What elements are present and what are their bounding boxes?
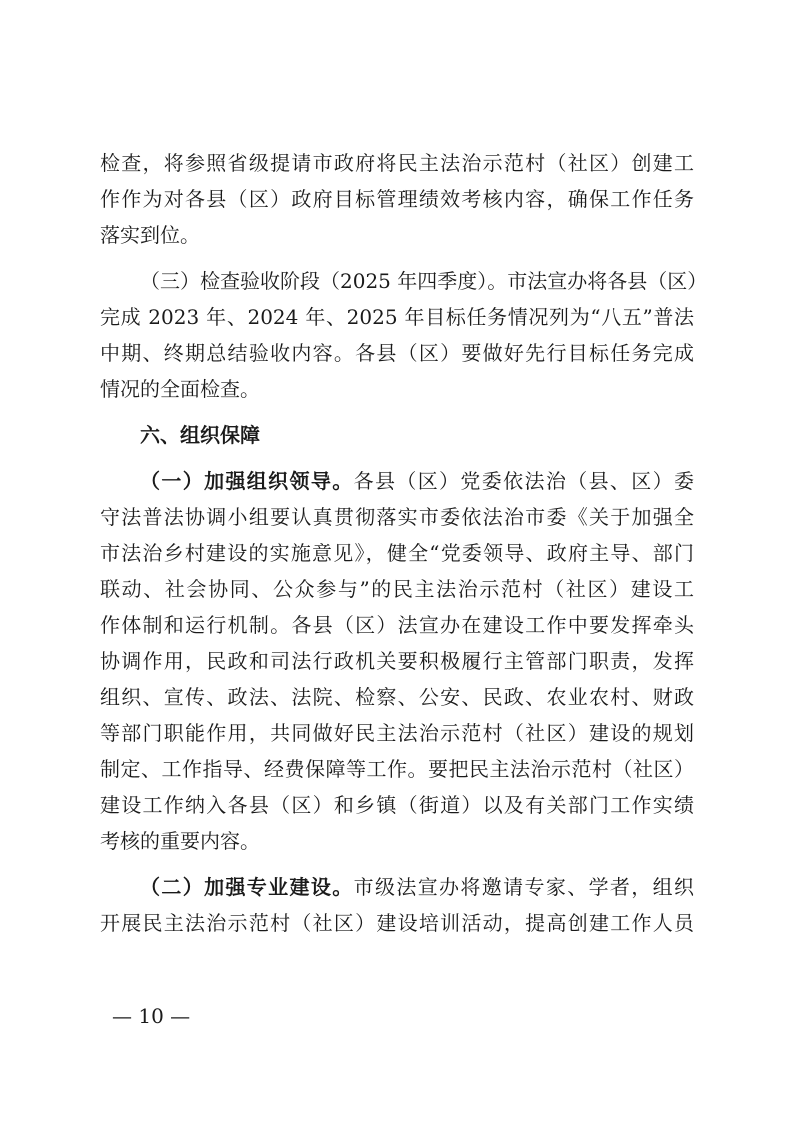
paragraph-inspection-stage [100,263,708,407]
text-line: 落实到位。 [100,223,200,247]
section-heading [100,417,694,453]
text-line: 作作为对各县（区）政府目标管理绩效考核内容，确保工作任务 [100,187,694,211]
text-line: 市法治乡村建设的实施意见》，健全“党委领导、政府主导、部门 [100,541,694,565]
text-line: 作体制和运行机制。各县（区）法宣办在建设工作中要发挥牵头 [100,613,694,637]
paragraph-organization-leadership [100,463,694,859]
text-line: 联动、社会协同、公众参与”的民主法治示范村（社区）建设工 [100,577,694,601]
document-body [100,145,708,941]
paragraph-lead: （一）加强组织领导。 [140,469,354,493]
heading-organization-guarantee: 六、组织保障 [140,423,260,447]
text-line: 建设工作纳入各县（区）和乡镇（街道）以及有关部门工作实绩 [100,793,694,817]
paragraph-professional-building [100,869,694,941]
text-line: 守法普法协调小组要认真贯彻落实市委依法治市委《关于加强全 [100,505,694,529]
text-line: 情况的全面检查。 [100,377,260,401]
page-number: — 10 — [112,1004,191,1028]
text-line: （三）检查验收阶段（2025 年四季度）。市法宣办将各县（区） [140,269,708,293]
text-line-rest: 各县（区）党委依法治（县、区）委 [353,469,695,493]
text-line: 检查，将参照省级提请市政府将民主法治示范村（社区）创建工 [100,151,694,175]
text-line-rest: 市级法宣办将邀请专家、学者，组织 [353,875,695,899]
text-line: 制定、工作指导、经费保障等工作。要把民主法治示范村（社区） [100,757,694,781]
paragraph-lead: （二）加强专业建设。 [140,875,354,899]
text-line: 组织、宣传、政法、法院、检察、公安、民政、农业农村、财政 [100,685,694,709]
text-line [100,869,694,905]
paragraph-continuation [100,145,694,253]
text-line: 等部门职能作用，共同做好民主法治示范村（社区）建设的规划 [100,721,694,745]
text-line: 完成 2023 年、2024 年、2025 年目标任务情况列为“八五”普法 [100,305,694,329]
text-line: 协调作用，民政和司法行政机关要积极履行主管部门职责，发挥 [100,649,694,673]
text-line [100,463,694,499]
text-line: 考核的重要内容。 [100,829,260,853]
text-line: 开展民主法治示范村（社区）建设培训活动，提高创建工作人员 [100,911,694,935]
text-line: 中期、终期总结验收内容。各县（区）要做好先行目标任务完成 [100,341,694,365]
